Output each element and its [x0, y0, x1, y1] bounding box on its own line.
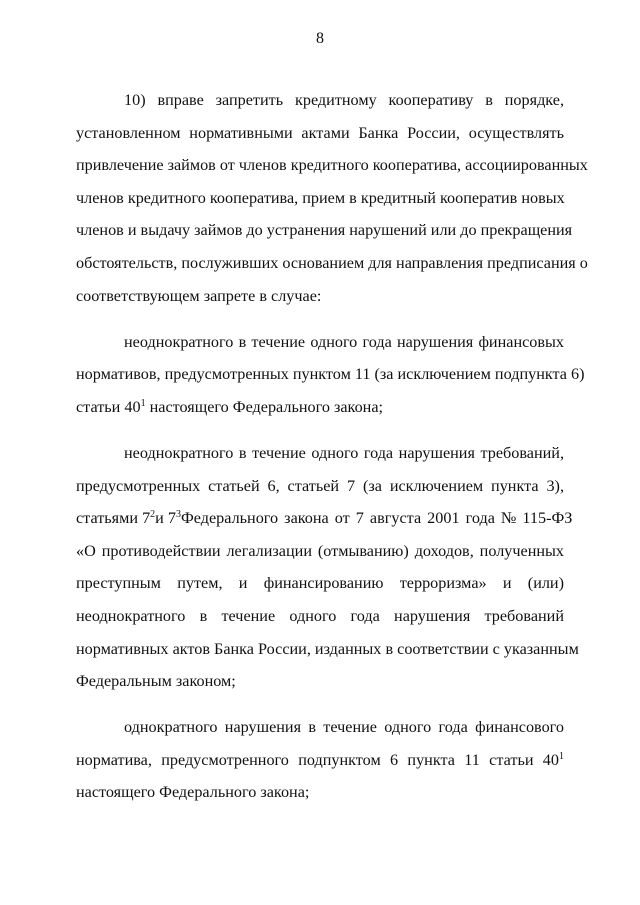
superscript: 1: [140, 397, 146, 409]
text-line: нормативных актов Банка России, изданных в соответствии с указанным: [76, 639, 579, 658]
text-line: членов кредитного кооператива, прием в кредитный кооператив новых: [76, 188, 565, 207]
text-line: членов и выдачу займов до устранения нарушений или до прекращения: [76, 221, 573, 240]
text-line: установленном нормативными актами Банка России, осуществлять: [76, 123, 564, 142]
text-segment: статьи 40: [76, 397, 141, 416]
paragraph-item-10: [76, 84, 588, 312]
superscript: 3: [175, 509, 181, 521]
document-body: [76, 84, 588, 822]
text-segment: и 7: [155, 509, 176, 528]
text-line: неоднократного в течение одного года нарушения требований: [76, 606, 564, 625]
text-line: привлечение займов от членов кредитного кооператива, ассоциированных: [76, 156, 588, 175]
text-line: [76, 502, 573, 535]
paragraph-requirements: [76, 437, 579, 698]
text-line: настоящего Федерального закона;: [76, 783, 310, 802]
text-line: неоднократного в течение одного года нарушения финансовых: [124, 332, 564, 351]
text-segment: Федерального закона от 7 августа 2001 года № 115-ФЗ: [180, 509, 573, 528]
text-segment: [155, 502, 181, 535]
text-line: преступным путем, и финансированию терроризма» и (или): [76, 574, 564, 593]
paragraph-financial-norms: [76, 326, 585, 424]
text-line: 10) вправе запретить кредитному кооперативу в порядке,: [124, 91, 564, 109]
text-line: Федеральным законом;: [76, 672, 236, 691]
text-segment: [76, 502, 155, 535]
text-line: нормативов, предусмотренных пунктом 11 (за исключением подпункта 6): [76, 365, 585, 384]
text-line: предусмотренных статьей 6, статьей 7 (за исключением пункта 3),: [76, 476, 564, 495]
paragraph-single-violation: [76, 711, 564, 809]
text-line: [76, 744, 564, 777]
superscript: 1: [559, 750, 564, 762]
text-line: однократного нарушения в течение одного года финансового: [124, 718, 564, 737]
page-number: 8: [316, 30, 324, 47]
text-line: соответствующем запрете в случае:: [76, 286, 322, 305]
text-line: «О противодействии легализации (отмыванию) доходов, полученных: [76, 541, 564, 560]
text-segment: норматива, предусмотренного подпунктом 6 пункта 11 статьи 40: [76, 750, 559, 769]
text-segment: настоящего Федерального закона;: [145, 397, 384, 416]
text-line: неоднократного в течение одного года нарушения требований,: [124, 443, 564, 462]
text-line: обстоятельств, послуживших основанием для направления предписания о: [76, 253, 588, 272]
text-line: [76, 391, 564, 424]
text-segment: статьями 7: [76, 509, 151, 528]
superscript: 2: [150, 509, 156, 521]
